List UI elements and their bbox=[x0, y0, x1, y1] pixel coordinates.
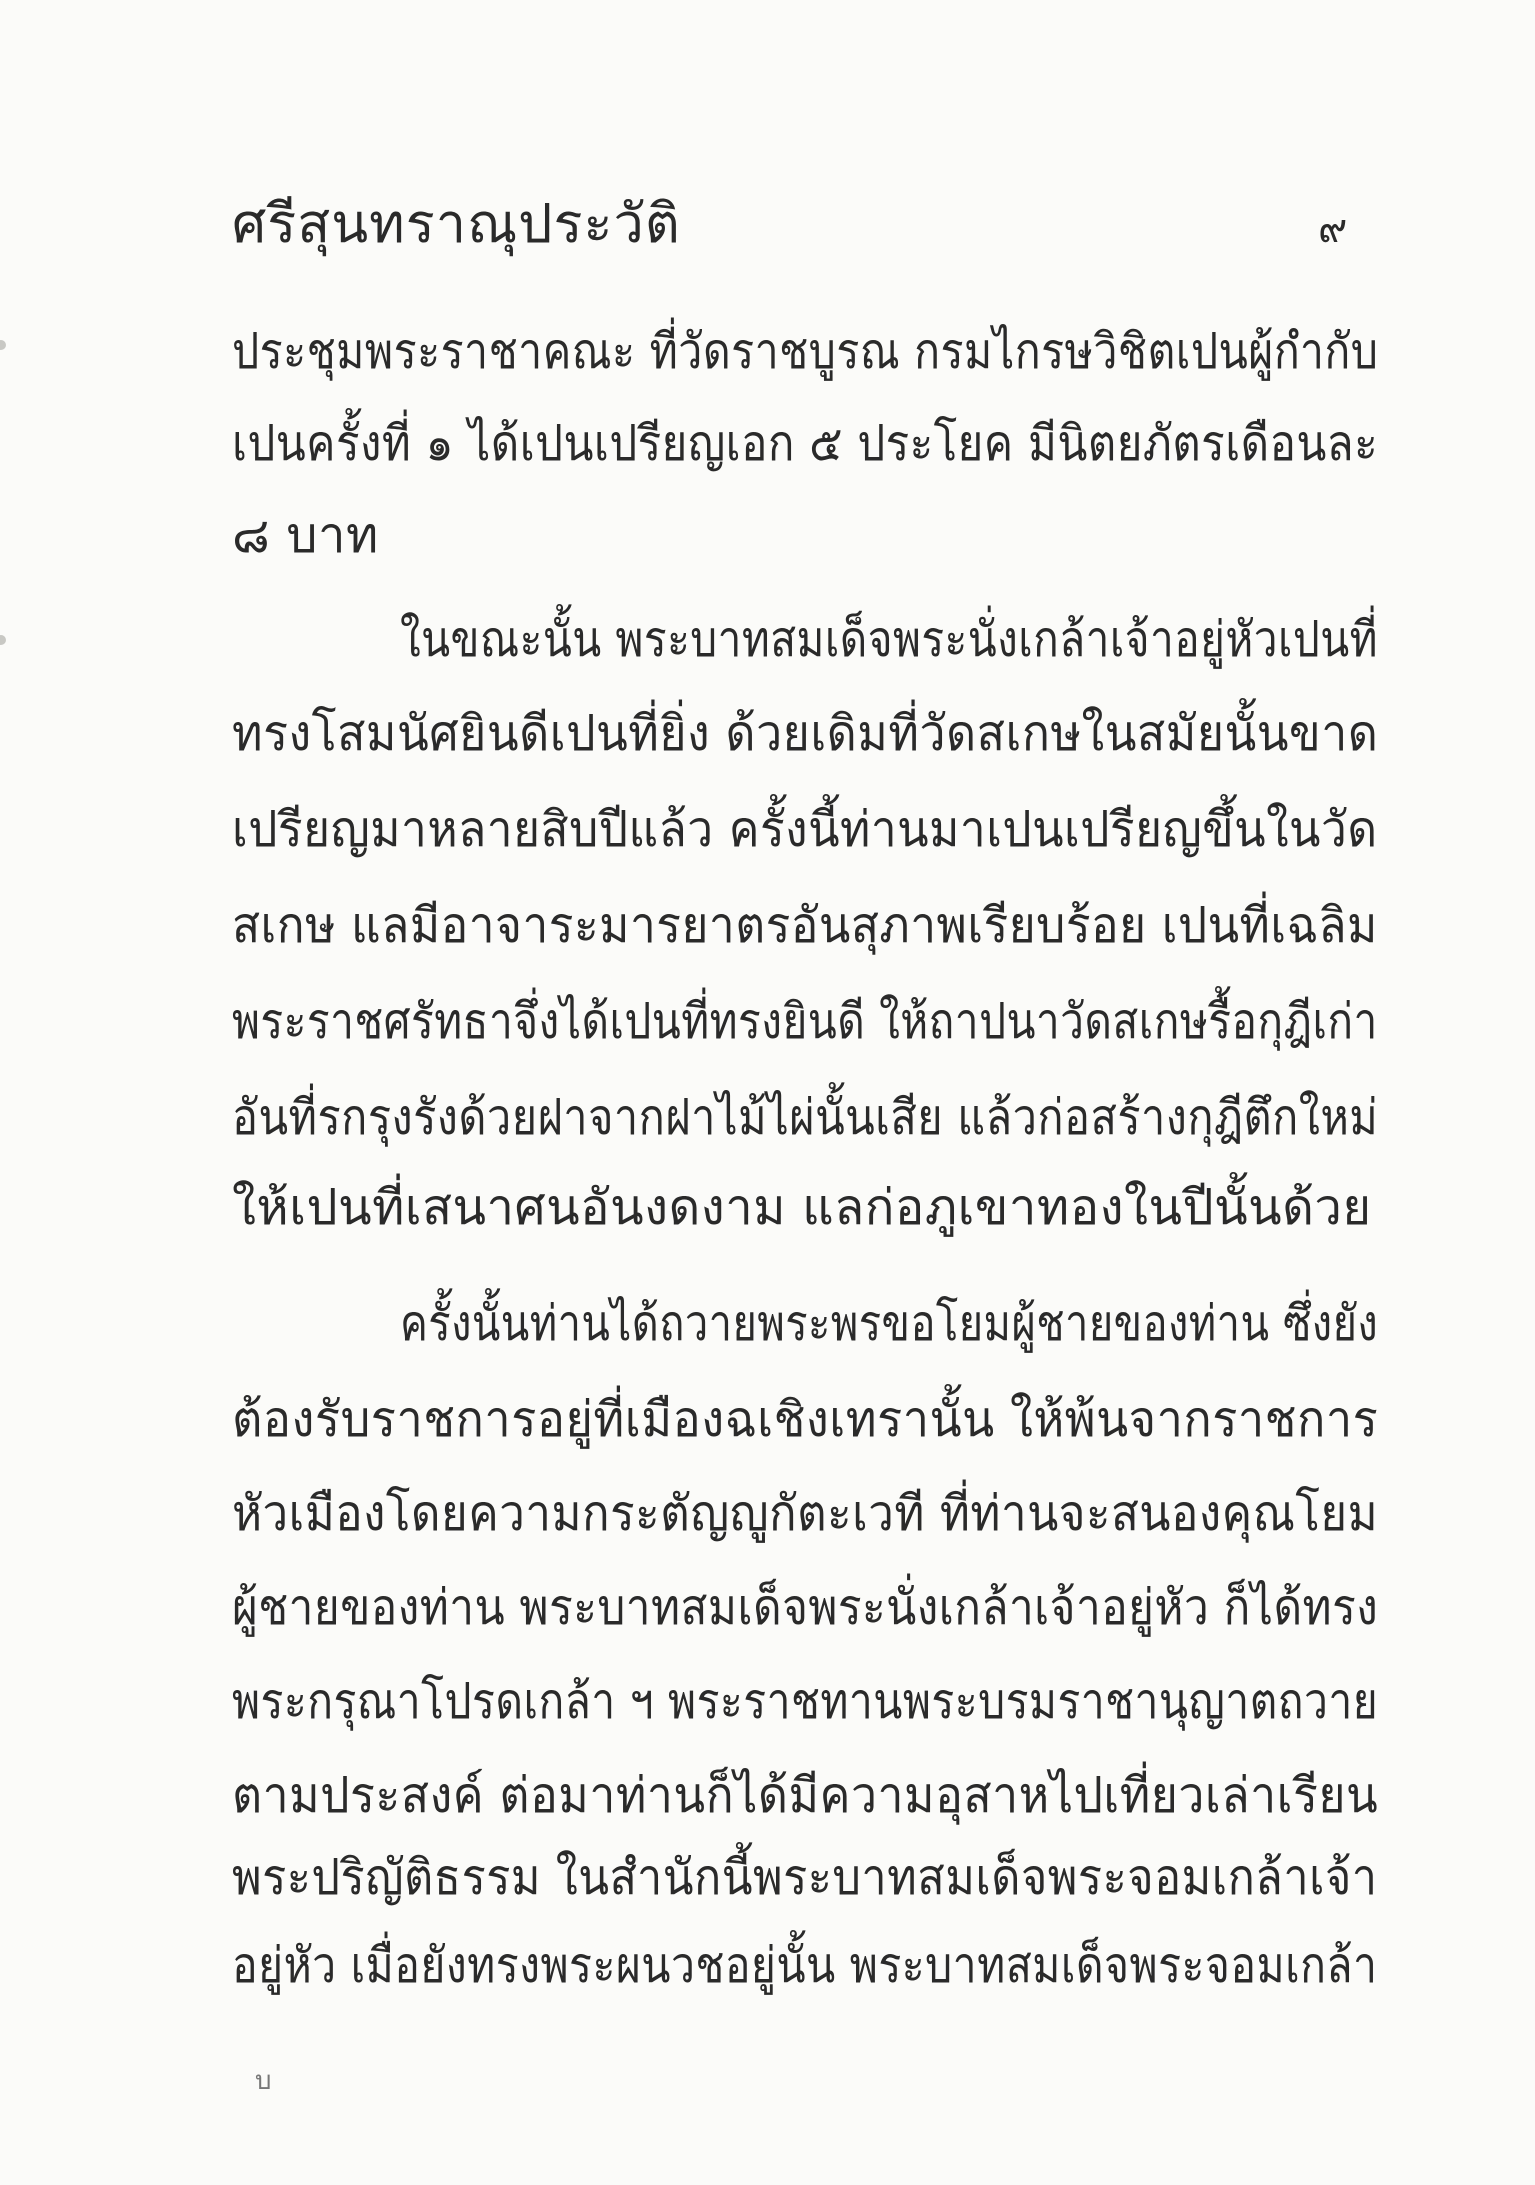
text-line: ให้เปนที่เสนาศนอันงดงาม แลก่อภูเขาทองในปีนั้นด้วย bbox=[232, 1179, 1372, 1236]
text-line: หัวเมืองโดยความกระตัญญูกัตะเวที ที่ท่านจะสนองคุณโยม bbox=[232, 1485, 1379, 1542]
footer-signature-mark: บ bbox=[255, 2066, 272, 2096]
text-line: ประชุมพระราชาคณะ ที่วัดราชบูรณ กรมไกรษวิชิตเปนผู้กำกับ bbox=[232, 323, 1379, 380]
binding-dot bbox=[0, 340, 6, 350]
text-line: อันที่รกรุงรังด้วยฝาจากฝาไม้ไผ่นั้นเสีย แล้วก่อสร้างกุฎีตึกใหม่ bbox=[232, 1089, 1379, 1146]
text-line: เปนครั้งที่ ๑ ได้เปนเปรียญเอก ๕ ประโยค มีนิตยภัตรเดือนละ bbox=[232, 415, 1379, 472]
text-line: พระกรุณาโปรดเกล้า ฯ พระราชทานพระบรมราชานุญาตถวาย bbox=[232, 1673, 1379, 1730]
text-line: พระราชศรัทธาจึ่งได้เปนที่ทรงยินดี ให้ถาปนาวัดสเกษรื้อกุฎีเก่า bbox=[232, 993, 1378, 1050]
text-line: สเกษ แลมีอาจาระมารยาตรอันสุภาพเรียบร้อย เปนที่เฉลิม bbox=[232, 897, 1378, 954]
text-line: พระปริญัติธรรม ในสำนักนี้พระบาทสมเด็จพระจอมเกล้าเจ้า bbox=[232, 1849, 1378, 1906]
paragraph-start-line: ครั้งนั้นท่านได้ถวายพระพรขอโยมผู้ชายของท่าน ซึ่งยัง bbox=[400, 1295, 1379, 1352]
text-line: ทรงโสมนัศยินดีเปนที่ยิ่ง ด้วยเดิมที่วัดสเกษในสมัยนั้นขาด bbox=[232, 705, 1379, 762]
text-line: ตามประสงค์ ต่อมาท่านก็ได้มีความอุสาหไปเที่ยวเล่าเรียน bbox=[232, 1767, 1379, 1824]
text-line: ๘ บาท bbox=[232, 507, 379, 564]
binding-dot bbox=[0, 635, 6, 645]
text-line: ต้องรับราชการอยู่ที่เมืองฉเชิงเทรานั้น ให้พ้นจากราชการ bbox=[232, 1391, 1379, 1448]
paragraph-start-line: ในขณะนั้น พระบาทสมเด็จพระนั่งเกล้าเจ้าอยู่หัวเปนที่ bbox=[400, 611, 1378, 668]
text-line: อยู่หัว เมื่อยังทรงพระผนวชอยู่นั้น พระบาทสมเด็จพระจอมเกล้า bbox=[232, 1937, 1378, 1994]
page-number: ๙ bbox=[1318, 206, 1348, 252]
running-title: ศรีสุนทราณุประวัติ bbox=[232, 192, 681, 255]
text-line: เปรียญมาหลายสิบปีแล้ว ครั้งนี้ท่านมาเปนเปรียญขึ้นในวัด bbox=[232, 801, 1378, 858]
text-line: ผู้ชายของท่าน พระบาทสมเด็จพระนั่งเกล้าเจ้าอยู่หัว ก็ได้ทรง bbox=[232, 1579, 1379, 1636]
